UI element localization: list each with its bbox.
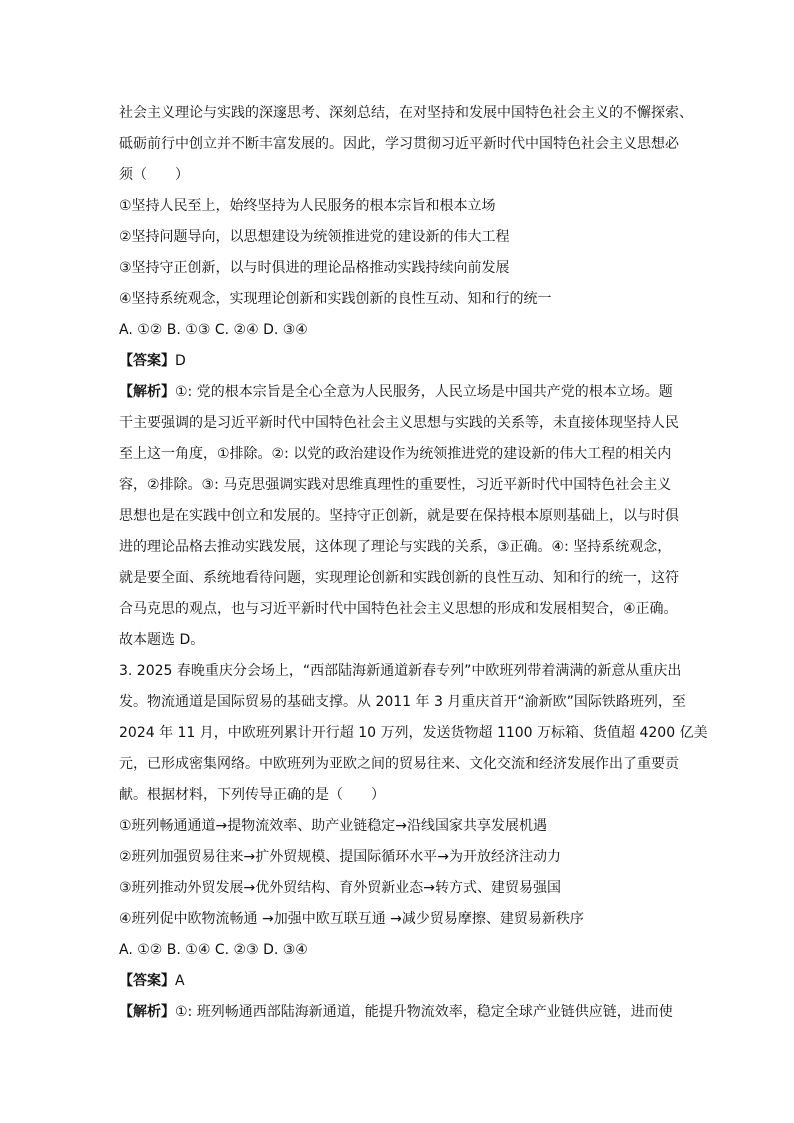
q3-option-2: ②班列加强贸易往来→扩外贸规模、提国际循环水平→为开放经济注动力 bbox=[119, 849, 562, 865]
q3-stem-line-5: 献。根据材料，下列传导正确的是（ ） bbox=[119, 787, 385, 803]
answer-value: A bbox=[175, 973, 185, 989]
q3-option-3: ③班列推动外贸发展→优外贸结构、育外贸新业态→转方式、建贸易强国 bbox=[119, 880, 562, 896]
analysis-label: 【解析】 bbox=[119, 384, 175, 400]
q2-option-1: ①坚持人民至上，始终坚持为人民服务的根本宗旨和根本立场 bbox=[119, 198, 496, 214]
q2-option-2: ②坚持问题导向，以思想建设为统领推进党的建设新的伟大工程 bbox=[119, 229, 510, 245]
analysis-text: ①: 班列畅通西部陆海新通道，能提升物流效率，稳定全球产业链供应链，进而使 bbox=[175, 1004, 673, 1020]
q2-analysis-line-1 bbox=[119, 382, 684, 402]
q3-option-1: ①班列畅通通道→提物流效率、助产业链稳定→沿线国家共享发展机遇 bbox=[119, 818, 548, 834]
q3-option-4: ④班列促中欧物流畅通 →加强中欧互联互通 →减少贸易摩擦、建贸易新秩序 bbox=[119, 911, 584, 927]
analysis-text: ①: 党的根本宗旨是全心全意为人民服务，人民立场是中国共产党的根本立场。题 bbox=[175, 384, 673, 400]
q3-stem-line-3: 2024 年 11 月，中欧班列累计开行超 10 万列，发送货物超 1100 万标箱、货值超 4200 亿美 bbox=[119, 725, 708, 741]
q2-analysis-line-8: 合马克思的观点，也与习近平新时代中国特色社会主义思想的形成和发展相契合，④正确。 bbox=[119, 601, 678, 617]
intro-line-3: 须（ ） bbox=[119, 167, 189, 183]
q2-answer bbox=[119, 351, 684, 371]
q2-analysis-line-3: 至上这一角度，①排除。②: 以党的政治建设作为统领推进党的建设新的伟大工程的相关内 bbox=[119, 446, 672, 462]
q2-option-3: ③坚持守正创新，以与时俱进的理论品格推动实践持续向前发展 bbox=[119, 260, 510, 276]
q2-option-4: ④坚持系统观念，实现理论创新和实践创新的良性互动、知和行的统一 bbox=[119, 291, 552, 307]
q2-analysis-line-9: 故本题选 D。 bbox=[119, 632, 205, 648]
q3-answer bbox=[119, 971, 684, 991]
answer-label: 【答案】 bbox=[119, 973, 175, 989]
intro-line-2: 砥砺前行中创立并不断丰富发展的。因此，学习贯彻习近平新时代中国特色社会主义思想必 bbox=[119, 136, 679, 152]
answer-value: D bbox=[175, 353, 186, 369]
q2-analysis-line-7: 就是要全面、系统地看待问题，实现理论创新和实践创新的良性互动、知和行的统一，这符 bbox=[119, 570, 679, 586]
q3-stem-line-2: 发。物流通道是国际贸易的基础支撑。从 2011 年 3 月重庆首开“渝新欧”国际铁路班列，至 bbox=[119, 694, 686, 710]
q2-analysis-line-5: 思想也是在实践中创立和发展的。坚持守正创新，就是要在保持根本原则基础上，以与时俱 bbox=[119, 508, 679, 524]
q3-analysis-line-1 bbox=[119, 1002, 684, 1022]
analysis-label: 【解析】 bbox=[119, 1004, 175, 1020]
q2-analysis-line-4: 容，②排除。③: 马克思强调实践对思维真理性的重要性，习近平新时代中国特色社会主义 bbox=[119, 477, 672, 493]
q3-stem-line-4: 元，已形成密集网络。中欧班列为亚欧之间的贸易往来、文化交流和经济发展作出了重要贡 bbox=[119, 756, 679, 772]
q3-choices: A. ①② B. ①④ C. ②③ D. ③④ bbox=[119, 942, 308, 958]
q3-stem-line-1: 3. 2025 春晚重庆分会场上，“西部陆海新通道新春专列”中欧班列带着满满的新意从重庆出 bbox=[119, 663, 682, 679]
q2-choices: A. ①② B. ①③ C. ②④ D. ③④ bbox=[119, 322, 308, 338]
intro-line-1: 社会主义理论与实践的深邃思考、深刻总结，在对坚持和发展中国特色社会主义的不懈探索、 bbox=[119, 105, 693, 121]
q2-analysis-line-2: 干主要强调的是习近平新时代中国特色社会主义思想与实践的关系等，未直接体现坚持人民 bbox=[119, 415, 679, 431]
q2-analysis-line-6: 进的理论品格去推动实践发展，这体现了理论与实践的关系，③正确。④: 坚持系统观念， bbox=[119, 539, 672, 555]
answer-label: 【答案】 bbox=[119, 353, 175, 369]
